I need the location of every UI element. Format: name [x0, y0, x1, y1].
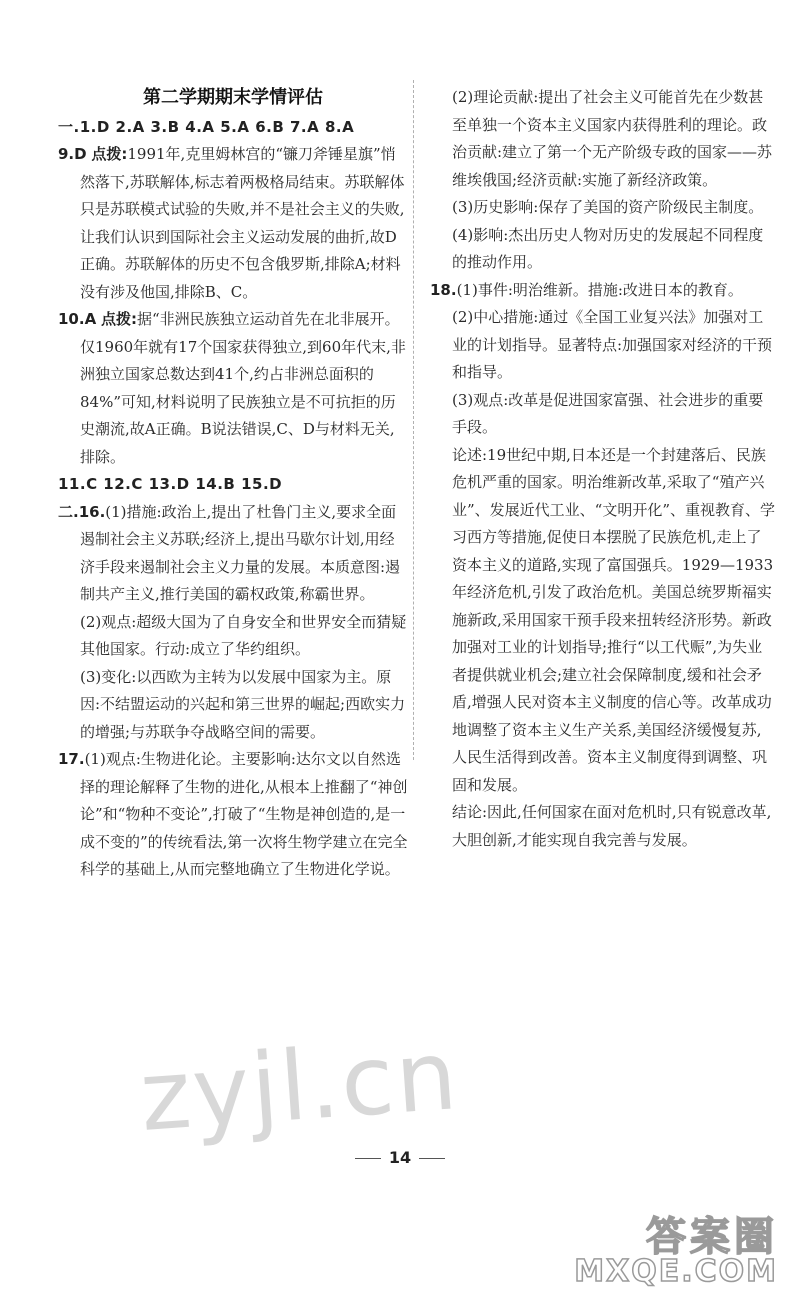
site-logo-en: MXQE.COM — [574, 1254, 778, 1289]
question-16 — [58, 499, 408, 609]
question-18 — [430, 277, 775, 305]
q17-part-1: (1)观点:生物进化论。主要影响:达尔文以自然选择的理论解释了生物的进化,从根本上推翻了“神创论”和“物种不变论”,打破了“生物是神创造的,是一成不变的”的传统看法,第一次将生物学建立在完全科学的基础上,从而完整地确立了生物进化学说。 — [80, 750, 408, 878]
left-column — [58, 84, 408, 884]
q9-number: 9.D — [58, 145, 87, 163]
q9-tag: 点拨: — [91, 145, 128, 163]
site-logo-cn: 答案圈 — [646, 1214, 778, 1260]
right-column — [430, 84, 775, 854]
page-number-dash-left — [355, 1158, 381, 1159]
q16-part-1: (1)措施:政治上,提出了杜鲁门主义,要求全面遏制社会主义苏联;经济上,提出马歇尔计划,用经济手段来遏制社会主义力量的发展。本质意图:遏制共产主义,推行美国的霸权政策,称霸世界。 — [80, 502, 401, 603]
q16-number: 二.16. — [58, 502, 106, 521]
q10-text: 据“非洲民族独立运动首先在北非展开。仅1960年就有17个国家获得独立,到60年代末,非洲独立国家总数达到41个,约占非洲总面积的84%”可知,材料说明了民族独立是不可抗拒的历史潮流,故A正确。B说法错误,C、D与材料无关,排除。 — [80, 310, 406, 466]
q18-number: 18. — [430, 280, 457, 299]
question-9 — [58, 141, 408, 306]
q17-part-3: (3)历史影响:保存了美国的资产阶级民主制度。 — [452, 198, 764, 216]
q18-part-3: (3)观点:改革是促进国家富强、社会进步的重要手段。 — [452, 390, 764, 436]
q18-part-1: (1)事件:明治维新。措施:改进日本的教育。 — [456, 280, 743, 299]
q18-part-2: (2)中心措施:通过《全国工业复兴法》加强对工业的计划指导。显著特点:加强国家对经济的干预和指导。 — [452, 308, 773, 381]
q17-part-2: (2)理论贡献:提出了社会主义可能首先在少数甚至单独一个资本主义国家内获得胜利的理论。政治贡献:建立了第一个无产阶级专政的国家——苏维埃俄国;经济贡献:实施了新经济政策。 — [452, 88, 773, 189]
q17-part-4: (4)影响:杰出历史人物对历史的发展起不同程度的推动作用。 — [452, 225, 764, 271]
question-10 — [58, 306, 408, 471]
answers-row-1-8: 一.1.D 2.A 3.B 4.A 5.A 6.B 7.A 8.A — [58, 117, 355, 136]
q10-number: 10.A — [58, 310, 97, 328]
page-number — [0, 1148, 800, 1167]
q18-argument: 论述:19世纪中期,日本还是一个封建落后、民族危机严重的国家。明治维新改革,采取了“殖产兴业”、发展近代工业、“文明开化”、重视教育、学习西方等措施,促使日本摆脱了民族危机,走上了资本主义的道路,实现了富国强兵。1929—1933年经济危机,引发了政治危机。美国总统罗斯福实施新政,采用国家干预手段来扭转经济形势。新政加强对工业的计划指导;推行“以工代赈”,为失业者提供就业机会;建立社会保障制度,缓和社会矛盾,增强人民对资本主义制度的信心等。改革成功地调整了资本主义生产关系,美国经济缓慢复苏,人民生活得到改善。资本主义制度得到调整、巩固和发展。 — [452, 445, 776, 794]
q18-conclusion: 结论:因此,任何国家在面对危机时,只有锐意改革,大胆创新,才能实现自我完善与发展。 — [452, 803, 772, 849]
q16-part-3: (3)变化:以西欧为主转为以发展中国家为主。原因:不结盟运动的兴起和第三世界的崛起;西欧实力的增强;与苏联争夺战略空间的需要。 — [80, 667, 406, 741]
q16-part-2: (2)观点:超级大国为了自身安全和世界安全而猜疑其他国家。行动:成立了华约组织。 — [80, 612, 407, 658]
column-divider — [413, 80, 414, 760]
question-17 — [58, 746, 408, 884]
page-number-dash-right — [419, 1158, 445, 1159]
page-number-value: 14 — [388, 1148, 412, 1167]
q17-number: 17. — [58, 750, 85, 768]
watermark: zyjl.cn — [136, 1019, 463, 1153]
q10-tag: 点拨: — [100, 310, 137, 328]
page-title: 第二学期期末学情评估 — [143, 87, 323, 108]
answers-row-11-15: 11.C 12.C 13.D 14.B 15.D — [58, 475, 283, 493]
q9-text: 1991年,克里姆林宫的“镰刀斧锤星旗”悄然落下,苏联解体,标志着两极格局结束。苏联解体只是苏联模式试验的失败,并不是社会主义的失败,让我们认识到国际社会主义运动发展的曲折,故D正确。苏联解体的历史不包含俄罗斯,排除A;材料没有涉及他国,排除B、C。 — [80, 145, 405, 301]
